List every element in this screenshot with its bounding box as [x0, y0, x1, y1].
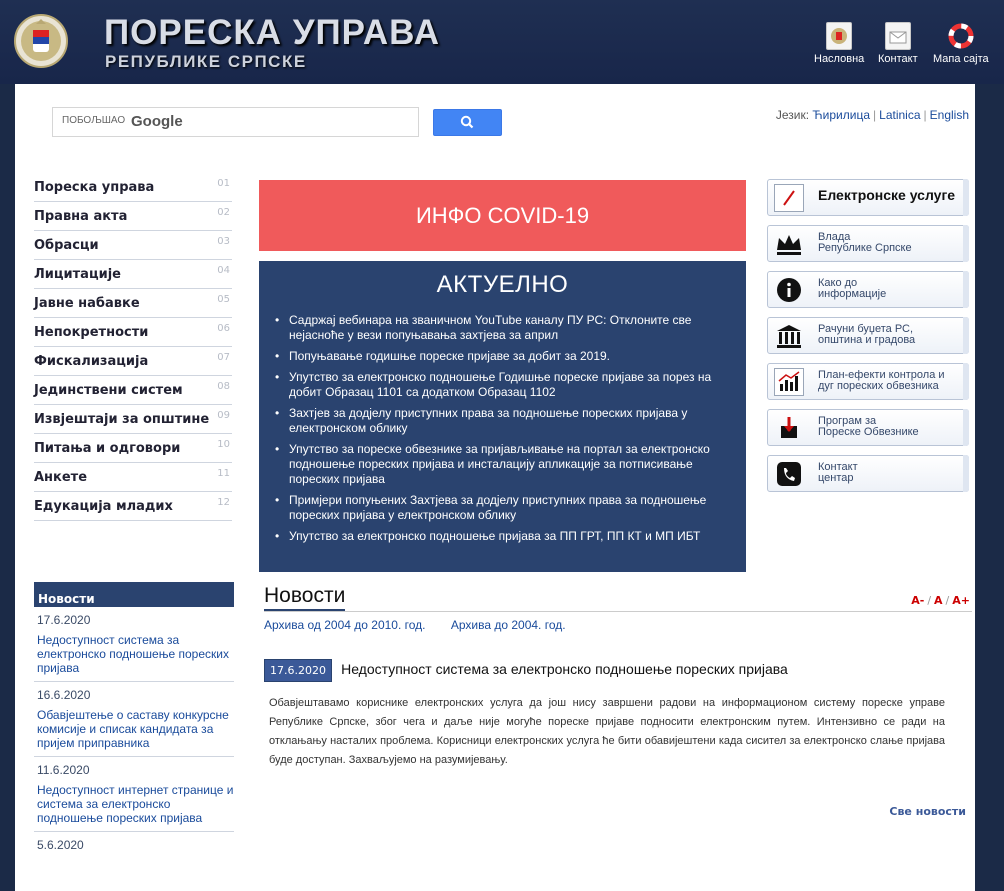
service-program[interactable] [767, 409, 969, 446]
home-link-label: Насловна [814, 53, 865, 65]
menu-item-izvjestaji[interactable]: Извјештаји за општине 09 [34, 405, 232, 434]
aktuelno-list [273, 313, 728, 544]
archive-pre-2004-link[interactable]: Архива до 2004. год. [450, 618, 566, 632]
menu-item-jedinstveni-sistem[interactable]: Јединствени систем 08 [34, 376, 232, 405]
service-line: Рачуни буџета РС, [818, 323, 914, 335]
service-line: Како до [818, 277, 858, 289]
font-size-controls: A- / A / A+ [911, 594, 970, 607]
page-content [15, 84, 975, 891]
search-input[interactable] [52, 107, 419, 137]
service-line: дуг пореских обвезника [818, 380, 939, 392]
news-sidebar-item[interactable] [34, 832, 234, 864]
menu-item-poreska-uprava[interactable]: Пореска управа 01 [34, 173, 232, 202]
aktuelno-item[interactable]: • Захтјев за додјелу приступних права за подношење пореских пријава у електронском облику [273, 406, 728, 436]
service-vlada[interactable] [767, 225, 969, 262]
site-subtitle: РЕПУБЛИКЕ СРПСКЕ [105, 52, 307, 71]
all-news-link[interactable]: Све новости [889, 805, 966, 818]
aktuelno-title: АКТУЕЛНО [436, 271, 569, 298]
menu-item-javne-nabavke[interactable]: Јавне набавке 05 [34, 289, 232, 318]
download-icon [774, 414, 804, 442]
article-date: 17.6.2020 [264, 659, 332, 682]
lang-cyrillic[interactable]: Ћирилица [812, 108, 871, 122]
crest-icon[interactable] [14, 10, 68, 72]
service-line: центар [818, 472, 854, 484]
menu-item-fiskalizacija[interactable]: Фискализација 07 [34, 347, 232, 376]
menu-item-edukacija[interactable]: Едукација младих 12 [34, 492, 232, 521]
font-increase-button[interactable]: A+ [952, 594, 970, 607]
service-line: општина и градова [818, 334, 916, 346]
google-logo: Google [131, 113, 183, 130]
main-menu [34, 173, 232, 521]
crown-icon [774, 230, 804, 258]
pen-icon [774, 184, 804, 212]
language-switcher: Језик: Ћирилица | Latinica | English [775, 108, 969, 122]
menu-item-ankete[interactable]: Анкете 11 [34, 463, 232, 492]
menu-item-pravna-akta[interactable]: Правна акта 02 [34, 202, 232, 231]
news-title[interactable]: Недоступност интернет странице и система за електронско подношење пореских пријава [37, 783, 234, 825]
contact-link[interactable] [878, 22, 918, 65]
service-line: Републике Српске [818, 242, 912, 254]
lifebuoy-icon [948, 22, 974, 50]
aktuelno-item[interactable]: • Примјери попуњених Захтјева за додјелу приступних права за подношење пореских пријава у електронском облику [273, 493, 728, 523]
contact-link-label: Контакт [878, 53, 918, 65]
aktuelno-item[interactable]: • Садржај вебинара на званичном YouTube каналу ПУ РС: Отклоните све нејасноће у вези попуњавања захтјева за април [273, 313, 728, 343]
service-budget[interactable] [767, 317, 969, 354]
site-header [0, 0, 1004, 84]
news-sidebar-item[interactable] [34, 757, 234, 832]
covid-banner[interactable]: ИНФО COVID-19 [259, 180, 746, 251]
news-sidebar-item[interactable] [34, 682, 234, 757]
news-section-title: Новости [264, 584, 345, 611]
phone-icon [774, 460, 804, 488]
font-normal-button[interactable]: A [934, 594, 943, 607]
aktuelno-item[interactable]: • Попуњавање годишње пореске пријаве за добит за 2019. [273, 349, 728, 364]
service-info[interactable] [767, 271, 969, 308]
envelope-icon [885, 22, 911, 50]
service-line: Пореске Обвезнике [818, 426, 919, 438]
news-date: 16.6.2020 [37, 688, 91, 702]
menu-item-obrasci[interactable]: Обрасци 03 [34, 231, 232, 260]
news-title[interactable]: Недоступност система за електронско подношење пореских пријава [37, 633, 229, 675]
news-sidebar-item[interactable] [34, 607, 234, 682]
info-icon [774, 276, 804, 304]
aktuelno-item[interactable]: • Упутство за електронско подношење Годишње пореске пријаве за порез на добит Образац 1101 са додатком Образац 1102 [273, 370, 728, 400]
news-sidebar-heading: Новости [34, 582, 234, 607]
sitemap-link[interactable] [933, 22, 989, 65]
service-contact-center[interactable] [767, 455, 969, 492]
search-button[interactable] [433, 109, 502, 136]
home-link[interactable] [814, 22, 864, 65]
service-line: Влада [818, 231, 851, 243]
menu-item-pitanja[interactable]: Питања и одговори 10 [34, 434, 232, 463]
aktuelno-item[interactable]: • Упутство за пореске обвезнике за пријављивање на портал за електронско подношење пореских пријава и инсталацију апликације за потписивање пореских пријава [273, 442, 728, 487]
service-line: информације [818, 288, 887, 300]
news-date: 17.6.2020 [37, 613, 91, 627]
service-line: Контакт [818, 461, 858, 473]
aktuelno-item[interactable]: • Упутство за електронско подношење пријава за ПП ГРТ, ПП КТ и МП ИБТ [273, 529, 728, 544]
font-decrease-button[interactable]: A- [911, 594, 925, 607]
chart-icon [774, 368, 804, 396]
news-titlebar [264, 584, 972, 612]
news-title[interactable]: Обавјештење о саставу конкурсне комисије и списак кандидата за пријем приправника [37, 708, 229, 750]
crest-icon [826, 22, 852, 50]
service-plan-efekti[interactable] [767, 363, 969, 400]
archive-links [264, 618, 972, 632]
menu-item-licitacije[interactable]: Лицитације 04 [34, 260, 232, 289]
news-date: 5.6.2020 [37, 838, 84, 852]
aktuelno-panel [259, 261, 746, 572]
article-headline[interactable]: Недоступност система за електронско подношење пореских пријава [341, 661, 788, 677]
language-label: Језик: [775, 108, 810, 122]
news-section [264, 584, 972, 818]
archive-2004-2010-link[interactable]: Архива од 2004 до 2010. год. [264, 618, 426, 632]
search-placeholder: ПОБОЉШАО [62, 115, 126, 126]
lang-english[interactable]: English [929, 108, 969, 122]
news-sidebar [34, 582, 234, 864]
service-line: Програм за [818, 415, 877, 427]
news-date: 11.6.2020 [37, 763, 90, 777]
service-e-services[interactable]: Електронске услуге [767, 179, 969, 216]
lang-latinica[interactable]: Latinica [879, 108, 921, 122]
news-article [264, 659, 972, 770]
article-body: Обавјештавамо кориснике електронских услуга да још нису завршени радови на информационом систему пореске управе Републике Српске, због чега и даље није могуће пореске пријаве подносити електронским путем. Интензивно се ради на отклањању насталих проблема. Корисници електронских услуга ће бити обавијештени када сисител за електронско слање пријава буде доступан. Захваљујемо на разумијевању. [269, 697, 945, 766]
search-icon [434, 110, 501, 135]
menu-item-nepokretnosti[interactable]: Непокретности 06 [34, 318, 232, 347]
service-line: План-ефекти контрола и [818, 369, 945, 381]
site-title: ПОРЕСКА УПРАВА [104, 13, 440, 52]
bank-icon [774, 322, 804, 350]
sitemap-link-label: Мапа сајта [933, 53, 989, 65]
services-panel [767, 179, 969, 501]
